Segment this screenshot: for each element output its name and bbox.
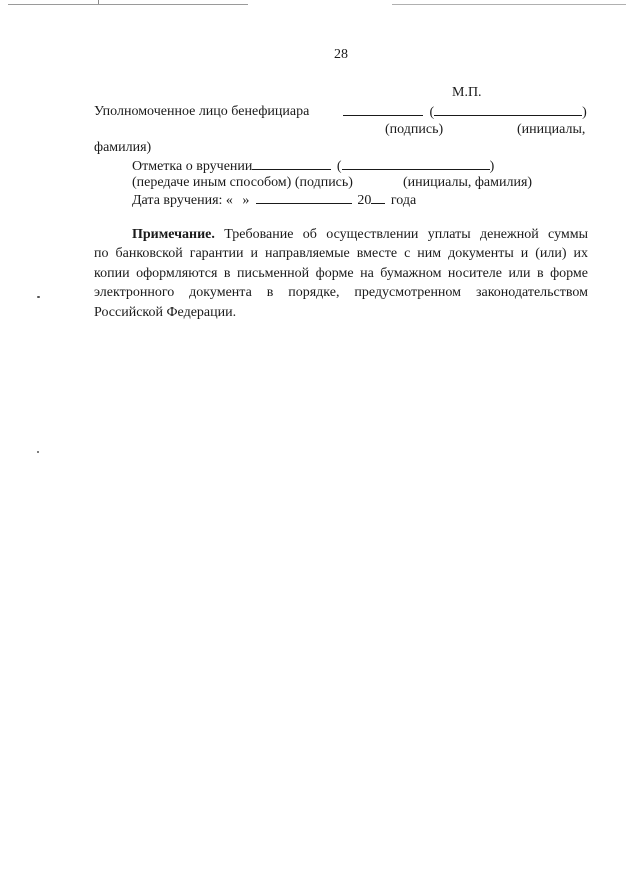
close-paren: ) — [489, 159, 495, 174]
close-paren: ) — [582, 105, 587, 120]
open-paren: ( — [429, 105, 435, 120]
scan-edge-tick — [98, 0, 99, 4]
note-line-4: электронного документа в порядке, предусмотренном законодательством — [94, 285, 588, 301]
note-line-1-text: Требование об осуществлении уплаты денежной суммы — [224, 227, 589, 242]
initials-caption: (инициалы, — [517, 122, 586, 137]
delivery-mark-label: Отметка о вручении — [132, 159, 253, 174]
delivery-date-row — [132, 191, 416, 209]
initials-surname-caption: (инициалы, фамилия) — [403, 175, 533, 190]
delivery-signature-blank — [252, 157, 331, 170]
note-line-3: копии оформляются в письменной форме на бумажном носителе или в форме — [94, 265, 588, 281]
scan-edge-line-left — [8, 4, 248, 5]
year-blank — [371, 191, 385, 204]
delivery-date-label: Дата вручения: « — [132, 193, 233, 208]
initials-blank — [434, 103, 582, 116]
scan-speck — [37, 451, 39, 453]
authorized-person-label: Уполномоченное лицо бенефициара — [94, 104, 310, 119]
year-prefix: 20 — [357, 193, 372, 208]
date-month-blank — [256, 191, 352, 204]
page-number: 28 — [334, 47, 348, 62]
signature-blank — [343, 103, 423, 116]
delivery-initials-blank — [342, 157, 490, 170]
note-heading: Примечание. — [132, 227, 215, 242]
note-line-1 — [94, 225, 588, 244]
quote-close: » — [242, 193, 250, 208]
other-means-caption: (передаче иным способом) (подпись) — [132, 175, 353, 190]
note-line-5: Российской Федерации. — [94, 304, 237, 320]
signature-line-row — [343, 103, 587, 121]
surname-caption: фамилия) — [94, 140, 152, 155]
scan-speck — [37, 296, 40, 298]
signature-caption: (подпись) — [385, 122, 444, 137]
open-paren: ( — [336, 159, 342, 174]
note-line-2: по банковской гарантии и направляемые вместе с ним документы и (или) их — [94, 246, 588, 262]
scan-edge-line-right — [392, 4, 626, 5]
delivery-mark-row — [132, 157, 494, 175]
seal-place-label: М.П. — [452, 85, 482, 100]
year-suffix: года — [390, 193, 417, 208]
